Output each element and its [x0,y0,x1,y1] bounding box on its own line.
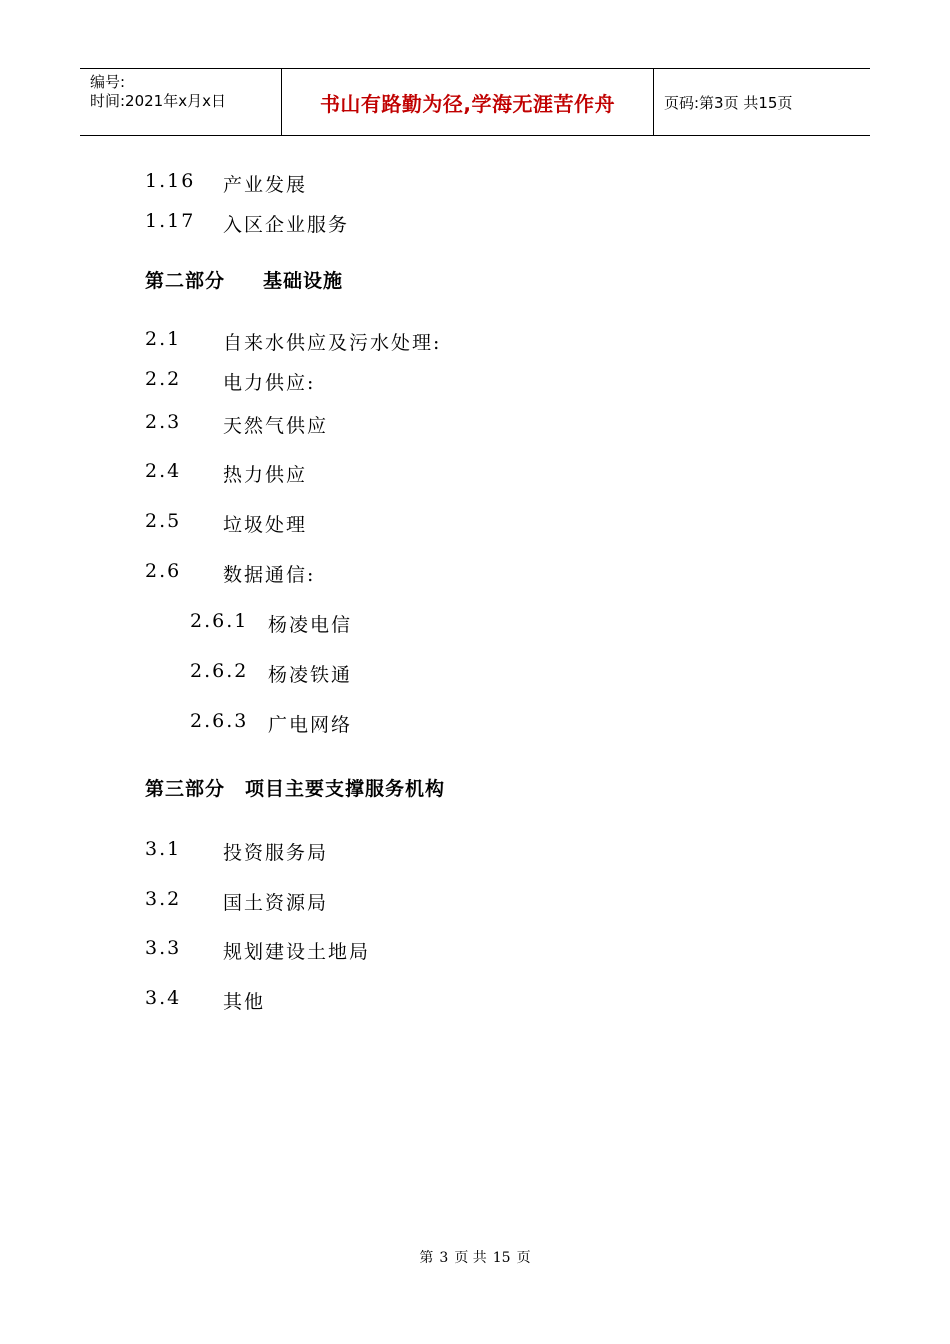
section-heading-part2[interactable] [145,266,343,293]
header-page-info-cell [654,69,870,135]
toc-item-label: 投资服务局 [223,842,329,864]
toc-item-number: 1.16 [145,170,196,192]
toc-subitem-label: 广电网络 [268,714,353,736]
footer-suffix: 页 [516,1250,531,1266]
section-title: 第二部分 [145,270,226,292]
toc-item-label: 天然气供应 [223,415,329,437]
toc-item-label: 入区企业服务 [223,214,350,236]
toc-subitem-number: 2.6.2 [190,660,249,682]
section-subtitle: 基础设施 [263,270,344,292]
toc-item-number: 3.3 [145,937,182,959]
toc-item-number: 2.2 [145,368,182,390]
toc-item-label: 数据通信: [223,564,316,586]
page-footer [0,1247,950,1267]
footer-total-pages: 15 [492,1250,511,1266]
toc-subitem-label: 杨凌电信 [268,614,353,636]
toc-item-number: 2.6 [145,560,182,582]
header-motto: 书山有路勤为径,学海无涯苦作舟 [319,91,616,116]
footer-prefix: 第 [419,1250,434,1266]
toc-item-label: 其他 [223,991,266,1013]
toc-item-number: 2.5 [145,510,182,532]
toc-item-label: 电力供应: [223,372,316,394]
page-header [80,68,870,136]
toc-subitem-label: 杨凌铁通 [268,664,353,686]
toc-item-number: 2.3 [145,411,182,433]
header-page-info: 页码:第3页 共15页 [664,93,793,112]
toc-item-label: 垃圾处理 [223,514,308,536]
number-label: 编号: [90,73,126,91]
section-heading-part3[interactable] [145,774,445,801]
toc-item-number: 3.1 [145,838,182,860]
toc-item-number: 3.2 [145,888,182,910]
toc-item-label: 热力供应 [223,464,308,486]
section-subtitle: 项目主要支撑服务机构 [245,778,446,800]
toc-subitem-number: 2.6.3 [190,710,249,732]
toc-item-number: 2.4 [145,460,182,482]
header-meta [80,69,282,135]
time-label: 时间:2021年x月x日 [90,92,226,110]
toc-item-number: 3.4 [145,987,182,1009]
footer-mid: 页 共 [454,1250,487,1266]
toc-item-label: 产业发展 [223,174,308,196]
toc-item-number: 1.17 [145,210,196,232]
toc-item-label: 自来水供应及污水处理: [223,332,442,354]
toc-item-label: 国土资源局 [223,892,329,914]
footer-page-number: 3 [439,1250,449,1266]
toc-item-label: 规划建设土地局 [223,941,371,963]
header-motto-cell [282,69,654,135]
toc-subitem-number: 2.6.1 [190,610,249,632]
section-title: 第三部分 [145,778,226,800]
toc-item-number: 2.1 [145,328,182,350]
